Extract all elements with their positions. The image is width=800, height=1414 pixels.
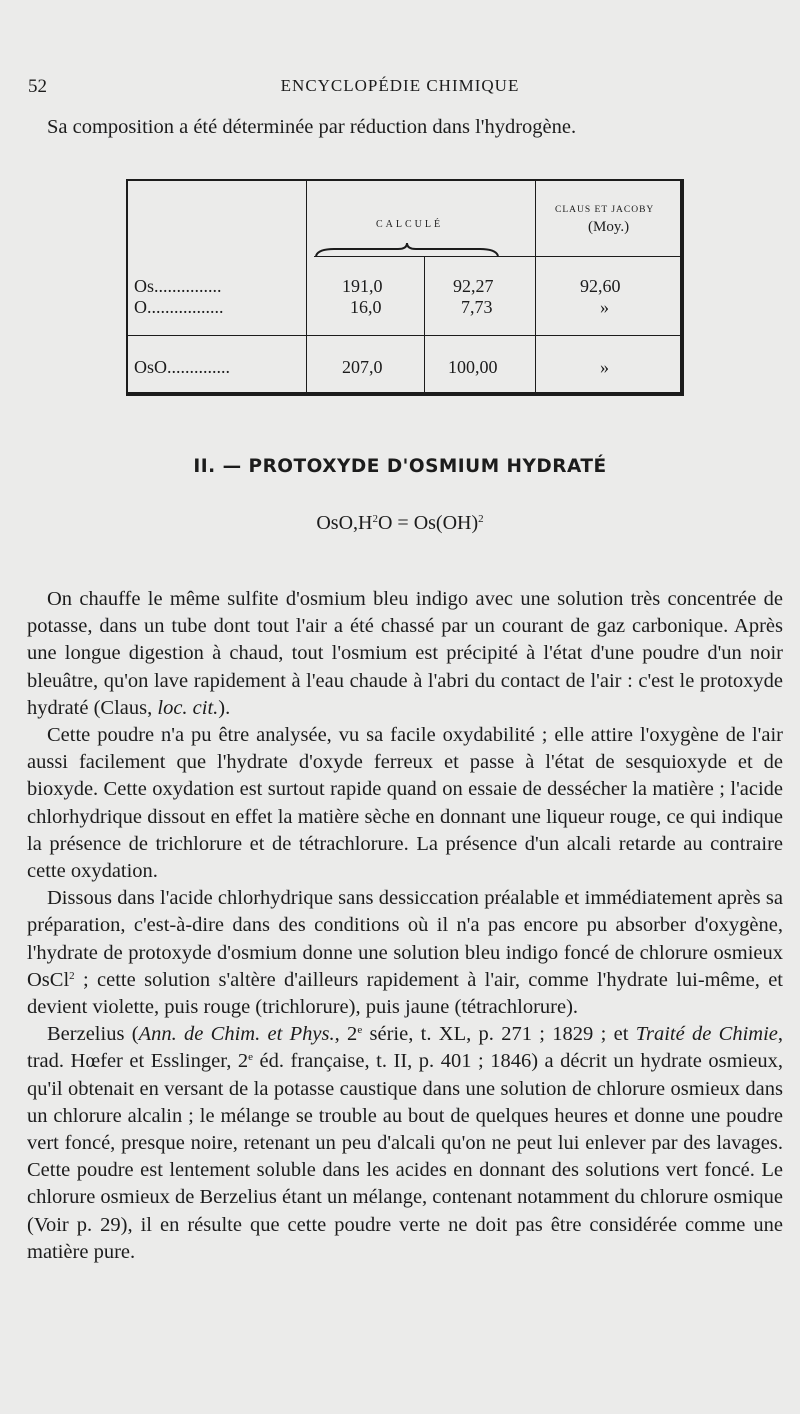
running-title: ENCYCLOPÉDIE CHIMIQUE [280, 76, 520, 95]
row-label-os: Os............... [134, 276, 222, 296]
cell-o-claus: » [600, 297, 609, 317]
cell-os-calc1: 191,0 [342, 276, 383, 296]
section-title: II. — PROTOXYDE D'OSMIUM HYDRATÉ [193, 456, 607, 477]
table-rule-h2 [128, 335, 680, 336]
cell-oso-calc2: 100,00 [448, 357, 498, 377]
header-calcule: CALCULÉ [376, 219, 444, 230]
cell-oso-calc1: 207,0 [342, 357, 383, 377]
header-moy: (Moy.) [588, 219, 630, 235]
cell-o-calc2: 7,73 [461, 297, 493, 317]
composition-table [126, 179, 684, 396]
cell-os-calc2: 92,27 [453, 276, 494, 296]
cell-oso-claus: » [600, 357, 609, 377]
page-number: 52 [28, 76, 47, 97]
cell-os-claus: 92,60 [580, 276, 621, 296]
paragraph-2: Cette poudre n'a pu être analysée, vu sa facile oxydabilité ; elle attire l'oxygène de l'air aussi facilement que l'hydrate d'oxyde ferreux et passe à l'état de sesquioxyde et de bioxyde. Cette oxydation est surtout rapide quand on essaie de dessécher la matière ; l'acide chlorhydrique dissout en effet la matière sèche en donnant une liqueur rouge, ce qui indique la présence de trichlorure et de tétrachlorure. La présence d'un alcali retarde au contraire cette oxydation. [27, 724, 783, 883]
page-header [0, 76, 800, 100]
cell-o-calc1: 16,0 [350, 297, 382, 317]
paragraph-3: Dissous dans l'acide chlorhydrique sans dessiccation préalable et immédiatement après sa préparation, c'est-à-dire dans des conditions où il n'a pas encore pu absorber d'oxygène, l'hydrate de protoxyde d'osmium donne une solution bleu indigo foncé de chlorure osmieux OsCl$^2$ ; cette solution s'altère d'ailleurs rapidement à l'air, comme l'hydrate lui-même, et devient violette, puis rouge (trichlorure), puis jaune (tétrachlorure). [27, 887, 783, 1019]
chemical-formula: $OsO,H^2O = Os(OH)^2$ [316, 512, 484, 534]
paragraph-4: Berzelius (Ann. de Chim. et Phys., 2e série, t. XL, p. 271 ; 1829 ; et Traité de Chimie, trad. Hœfer et Esslinger, 2e éd. française, t. II, p. 401 ; 1846) a décrit un hydrate osmieux, qu'il obtenait en versant de la potasse caustique dans une solution de chlorure osmieux dans un chlorure alcalin ; le mélange se trouble au bout de quelques heures et donne une poudre vert foncé, presque noire, retenant un peu d'alcali qu'on ne peut lui enlever par des lavages. Cette poudre est lentement soluble dans les acides en donnant des solutions vert foncé. Le chlorure osmieux de Berzelius étant un mélange, contenant notamment du chlorure osmique (Voir p. 29), il en résulte que cette poudre verte ne doit pas être considérée comme une matière pure. [27, 1023, 784, 1263]
table-rule-v1 [306, 181, 307, 392]
table-rule-v2 [424, 257, 425, 392]
table-rule-v3 [535, 181, 536, 392]
header-claus-jacoby: CLAUS ET JACOBY [555, 205, 655, 215]
paragraph-1: On chauffe le même sulfite d'osmium bleu indigo avec une solution très concentrée de potasse, dans un tube dont tout l'air a été chassé par un courant de gaz carbonique. Après une longue digestion à chaud, tout l'osmium est précipité à l'état d'une poudre d'un noir bleuâtre, qu'on lave rapidement à l'eau chaude à l'abri du contact de l'air : c'est le protoxyde hydraté (Claus, loc. cit.). [27, 588, 783, 719]
row-label-o: O................. [134, 297, 224, 317]
brace-icon [314, 241, 500, 259]
body-text [27, 586, 783, 1266]
intro-sentence: Sa composition a été déterminée par réduction dans l'hydrogène. [47, 116, 577, 138]
row-label-oso: OsO.............. [134, 357, 231, 377]
